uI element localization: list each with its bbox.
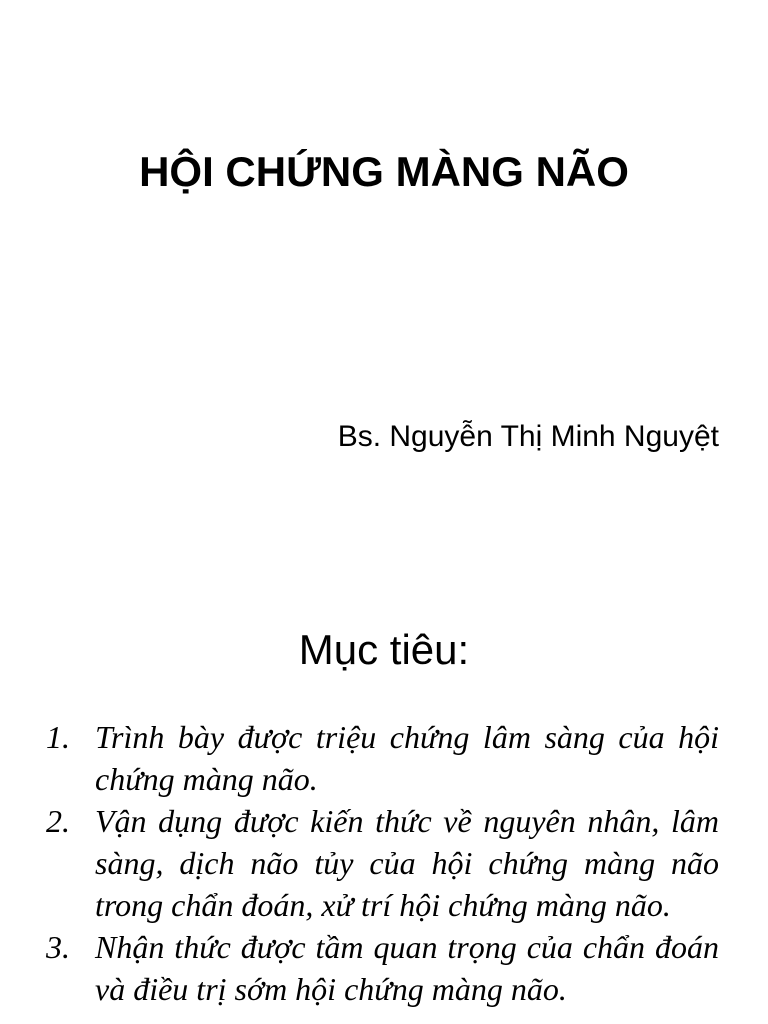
objective-number: 3. bbox=[46, 929, 70, 965]
objective-number: 2. bbox=[46, 803, 70, 839]
objective-item-1 bbox=[0, 716, 768, 800]
objective-number: 1. bbox=[46, 719, 70, 755]
document-title: HỘI CHỨNG MÀNG NÃO bbox=[139, 148, 629, 195]
objective-item-3 bbox=[0, 926, 768, 1010]
objective-text: Vận dụng được kiến thức về nguyên nhân, lâm sàng, dịch não tủy của hội chứng màng não trong chẩn đoán, xử trí hội chứng màng não. bbox=[95, 803, 719, 923]
objectives-list bbox=[0, 716, 768, 1010]
objective-item-2 bbox=[0, 800, 768, 926]
objectives-heading: Mục tiêu: bbox=[298, 626, 470, 673]
author-name: Bs. Nguyễn Thị Minh Nguyệt bbox=[337, 420, 719, 453]
objective-text: Nhận thức được tầm quan trọng của chẩn đoán và điều trị sớm hội chứng màng não. bbox=[95, 929, 719, 1007]
objective-text: Trình bày được triệu chứng lâm sàng của hội chứng màng não. bbox=[95, 719, 719, 797]
